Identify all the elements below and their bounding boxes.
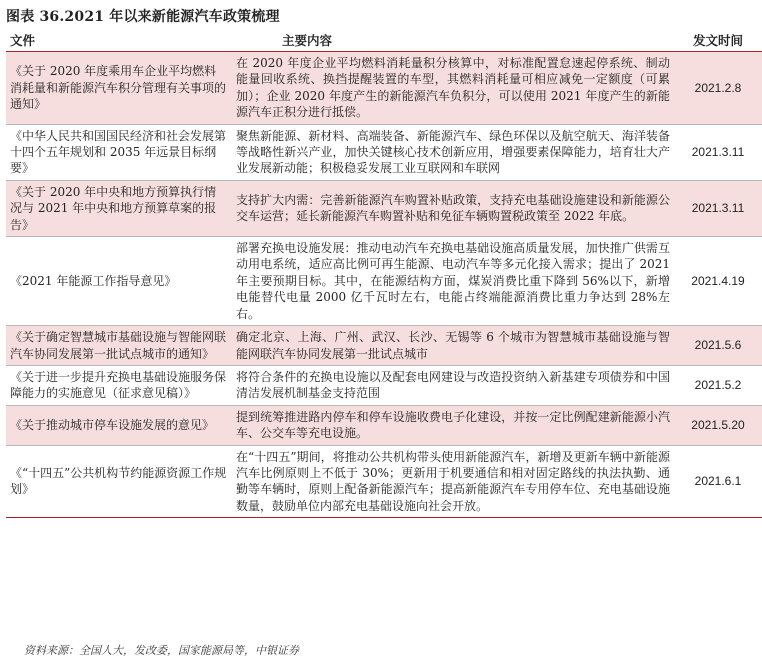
row-file: 《关于确定智慧城市基础设施与智能网联汽车协同发展第一批试点城市的通知》 xyxy=(6,326,232,366)
source-note: 资料来源：全国人大，发改委，国家能源局等，中银证券 xyxy=(24,644,299,657)
row-content: 在 2020 年度企业平均燃料消耗量积分核算中，对标准配置怠速起停系统、制动能量回收系统、换挡提醒装置的车型，其燃料消耗量可相应减免一定额度（可累加）；企业 2020 年度产生的新能源汽车负积分，可以使用 2021 年度产生的新能源汽车正积分进行抵偿。 xyxy=(232,52,674,125)
row-date: 2021.2.8 xyxy=(674,52,762,125)
row-date: 2021.5.2 xyxy=(674,365,762,405)
row-content: 确定北京、上海、广州、武汉、长沙、无锡等 6 个城市为智慧城市基础设施与智能网联汽车协同发展第一批试点城市 xyxy=(232,326,674,366)
row-content: 支持扩大内需：完善新能源汽车购置补贴政策，支持充电基础设施建设和新能源公交车运营；延长新能源汽车购置补贴和免征车辆购置税政策至 2022 年底。 xyxy=(232,180,674,236)
row-file: 《关于 2020 年度乘用车企业平均燃料消耗量和新能源汽车积分管理有关事项的通知》 xyxy=(6,52,232,125)
row-content: 聚焦新能源、新材料、高端装备、新能源汽车、绿色环保以及航空航天、海洋装备等战略性新兴产业，加快关键核心技术创新应用，增强要素保障能力，培育壮大产业发展新动能；积极稳妥发展工业互联网和车联网 xyxy=(232,124,674,180)
row-file: 《关于进一步提升充换电基础设施服务保障能力的实施意见（征求意见稿）》 xyxy=(6,365,232,405)
table-row xyxy=(6,180,762,236)
table-row xyxy=(6,237,762,326)
table-row xyxy=(6,365,762,405)
row-date: 2021.5.20 xyxy=(674,405,762,445)
row-content: 提到统筹推进路内停车和停车设施收费电子化建设，并按一定比例配建新能源小汽车、公交车等充电设施。 xyxy=(232,405,674,445)
table-row xyxy=(6,445,762,518)
policy-table xyxy=(6,29,762,518)
column-header-content: 主要内容 xyxy=(232,29,674,52)
row-date: 2021.4.19 xyxy=(674,237,762,326)
column-header-file: 文件 xyxy=(6,29,232,52)
row-file: 《关于推动城市停车设施发展的意见》 xyxy=(6,405,232,445)
row-file: 《“十四五”公共机构节约能源资源工作规划》 xyxy=(6,445,232,518)
column-header-date: 发文时间 xyxy=(674,29,762,52)
table-row xyxy=(6,124,762,180)
row-file: 《2021 年能源工作指导意见》 xyxy=(6,237,232,326)
row-file: 《关于 2020 年中央和地方预算执行情况与 2021 年中央和地方预算草案的报告》 xyxy=(6,180,232,236)
row-date: 2021.3.11 xyxy=(674,180,762,236)
row-date: 2021.5.6 xyxy=(674,326,762,366)
row-content: 在“十四五”期间，将推动公共机构带头使用新能源汽车，新增及更新车辆中新能源汽车比例原则上不低于 30%；更新用于机要通信和相对固定路线的执法执勤、通勤等车辆时，原则上配备新能源汽车；提高新能源汽车专用停车位、充电基础设施数量，鼓励单位内部充电基础设施向社会开放。 xyxy=(232,445,674,518)
table-row xyxy=(6,405,762,445)
table-header-row xyxy=(6,29,762,52)
row-content: 部署充换电设施发展：推动电动汽车充换电基础设施高质量发展，加快推广供需互动用电系统，适应高比例可再生能源、电动汽车等多元化接入需求；提出了 2021 年主要预期目标。其中，在能源结构方面，煤炭消费比重下降到 56%以下，新增电能替代电量 2000 亿千瓦时左右，电能占终端能源消费比重力争达到 28%左右。 xyxy=(232,237,674,326)
row-content: 将符合条件的充换电设施以及配套电网建设与改造投资纳入新基建专项债券和中国清洁发展机制基金支持范围 xyxy=(232,365,674,405)
row-date: 2021.6.1 xyxy=(674,445,762,518)
row-date: 2021.3.11 xyxy=(674,124,762,180)
figure-title: 图表 36.2021 年以来新能源汽车政策梳理 xyxy=(6,9,280,25)
table-row xyxy=(6,326,762,366)
row-file: 《中华人民共和国国民经济和社会发展第十四个五年规划和 2035 年远景目标纲要》 xyxy=(6,124,232,180)
table-row xyxy=(6,52,762,125)
